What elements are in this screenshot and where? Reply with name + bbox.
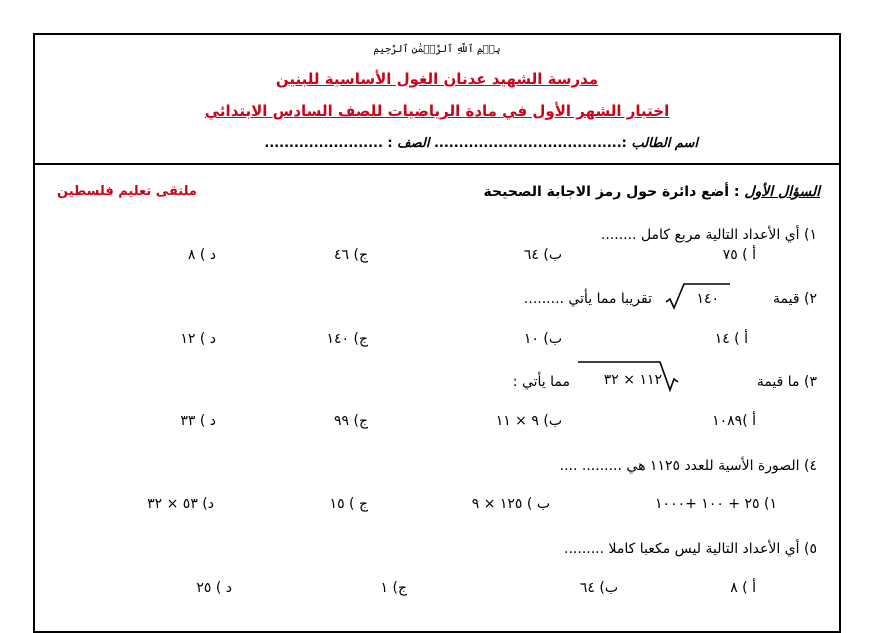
q5-option-a: أ ) ٨ [730,580,756,596]
q5-option-d: د ) ٢٥ [196,580,232,596]
question-2-prefix: ٢) قيمة [773,291,817,307]
q5-option-c: ج) ١ [380,580,407,596]
q4-option-d: د) ٥٣ × ٣٢ [147,496,214,512]
q2-option-b: ب) ١٠ [523,331,562,347]
q1-option-d: د ) ٨ [187,247,216,263]
q4-option-b: ب ) ١٢٥ × ٩ [471,496,550,512]
exam-title: اختبار الشهر الأول في مادة الرياضيات للصف السادس الابتدائي [204,102,670,120]
section-title: السؤال الأول [744,184,820,200]
class-label: الصف [397,136,430,151]
q3-option-c: ج) ٩٩ [334,413,368,429]
question-1: ١) أي الأعداد التالية مربع كامل ........ [600,227,817,243]
q1-option-a: أ ) ٧٥ [722,247,756,263]
q1-option-b: ب) ٦٤ [523,247,562,263]
question-2-suffix: تقريبا مما يأتي ......... [523,291,652,307]
student-info-line [264,136,698,151]
q1-option-c: ج) ٤٦ [334,247,368,263]
bismillah: بِسۡمِ ٱللَّهِ ٱلرَّحۡمَٰنِ ٱلرَّحِيمِ [373,44,501,55]
question-3-suffix: مما يأتي : [512,374,570,390]
question-4: ٤) الصورة الأسية للعدد ١١٢٥ هي ......... .... [559,458,817,474]
site-watermark: ملتقى تعليم فلسطين [57,184,197,199]
school-name: مدرسة الشهيد عدنان الغول الأساسية للبنين [275,70,599,88]
section-instruction: : أضع دائرة حول رمز الاجابة الصحيحة [483,184,740,200]
q2-option-d: د ) ١٢ [180,331,216,347]
q3-radicand: ١١٢ × ٣٢ [603,372,662,388]
q3-option-d: د ) ٣٣ [180,413,216,429]
student-label: اسم الطالب [631,136,698,151]
q4-option-c: ج ) ١٥ [329,496,368,512]
student-blank: :...................................... [433,136,627,151]
q2-radicand: ١٤٠ [696,291,719,307]
section-heading [484,184,820,200]
class-blank: : ........................ [264,136,393,151]
question-5: ٥) أي الأعداد التالية ليس مكعبا كاملا ......... [564,541,817,557]
q3-option-a: أ )١٠٨٩ [712,413,756,429]
q3-option-b: ب) ٩ × ١١ [495,413,562,429]
q2-option-c: ج) ١٤٠ [326,331,368,347]
q5-option-b: ب) ٦٤ [579,580,618,596]
q4-option-a: ١) ٢٥ + ١٠٠ +١٠٠٠ [655,496,777,512]
header-divider [35,163,839,165]
question-3-prefix: ٣) ما قيمة [756,374,817,390]
q2-option-a: أ ) ١٤ [714,331,748,347]
